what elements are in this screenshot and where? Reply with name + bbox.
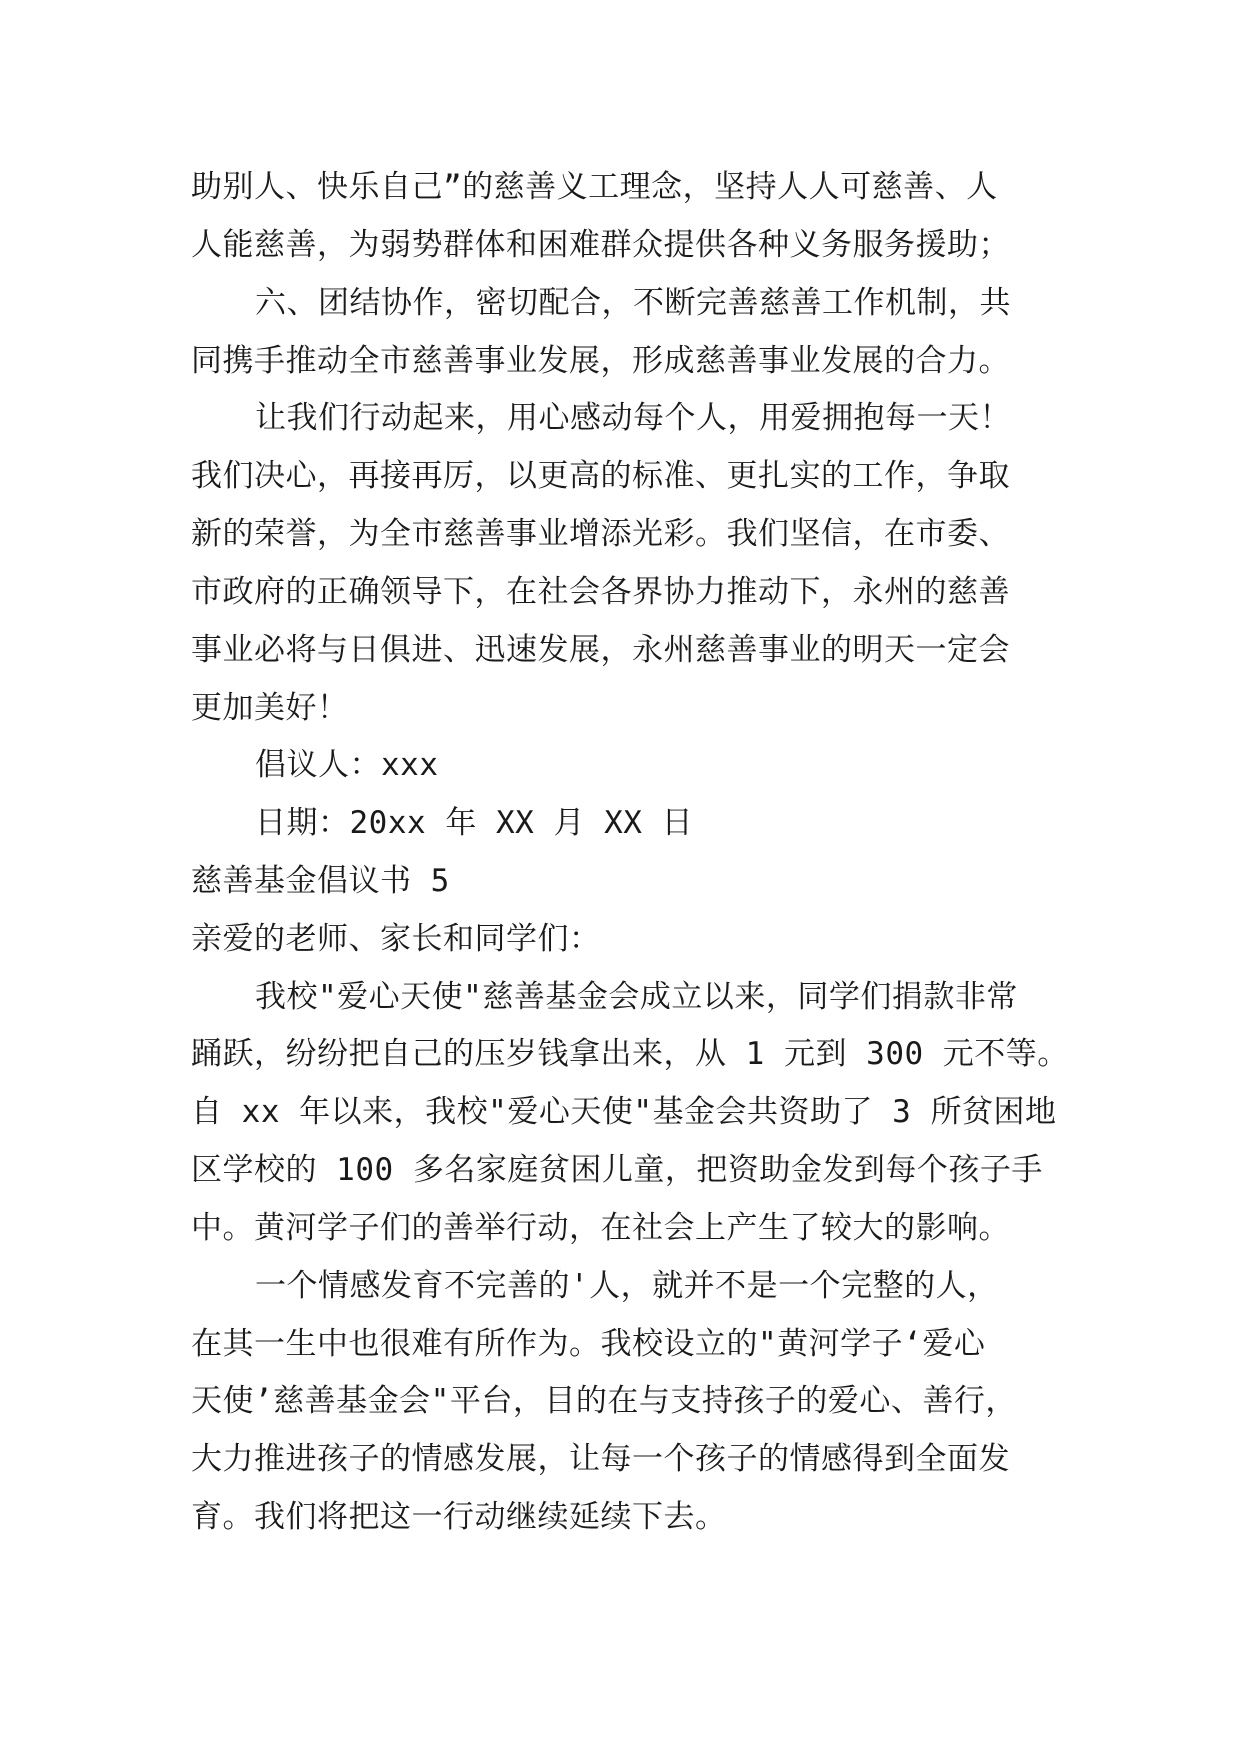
text-line: 大力推进孩子的情感发展，让每一个孩子的情感得到全面发	[191, 1441, 1010, 1477]
text-line: 天使’慈善基金会"平台，目的在与支持孩子的爱心、善行，	[191, 1383, 1017, 1419]
text-line: 助别人、快乐自己”的慈善义工理念，坚持人人可慈善、人	[191, 169, 998, 205]
text-line: 自 xx 年以来，我校"爱心天使"基金会共资助了 3 所贫困地	[191, 1094, 1057, 1130]
text-line: 市政府的正确领导下，在社会各界协力推动下，永州的慈善	[191, 574, 1010, 610]
text-line: 踊跃，纷纷把自己的压岁钱拿出来，从 1 元到 300 元不等。	[191, 1036, 1069, 1072]
section-title: 慈善基金倡议书 5	[191, 863, 450, 899]
text-line: 我校"爱心天使"慈善基金会成立以来，同学们捐款非常	[255, 979, 1018, 1015]
text-line: 在其一生中也很难有所作为。我校设立的"黄河学子‘爱心	[191, 1326, 986, 1362]
text-line: 让我们行动起来，用心感动每个人，用爱拥抱每一天！	[255, 400, 1011, 436]
text-line: 我们决心，再接再厉，以更高的标准、更扎实的工作，争取	[191, 458, 1010, 494]
text-line: 事业必将与日俱进、迅速发展，永州慈善事业的明天一定会	[191, 632, 1010, 668]
text-line: 新的荣誉，为全市慈善事业增添光彩。我们坚信，在市委、	[191, 516, 1010, 552]
text-line: 中。黄河学子们的善举行动，在社会上产生了较大的影响。	[191, 1210, 1010, 1246]
text-line: 育。我们将把这一行动继续延续下去。	[191, 1499, 727, 1535]
text-line: 同携手推动全市慈善事业发展，形成慈善事业发展的合力。	[191, 343, 1010, 379]
text-line: 六、团结协作，密切配合，不断完善慈善工作机制，共	[255, 285, 1011, 321]
signatory-line: 倡议人：xxx	[255, 747, 439, 783]
text-line: 一个情感发育不完善的'人，就并不是一个完整的人，	[255, 1268, 999, 1304]
date-line: 日期：20xx 年 XX 月 XX 日	[255, 805, 694, 841]
text-line: 人能慈善，为弱势群体和困难群众提供各种义务服务援助；	[191, 227, 1010, 263]
salutation: 亲爱的老师、家长和同学们：	[191, 921, 601, 957]
text-line: 区学校的 100 多名家庭贫困儿童，把资助金发到每个孩子手	[191, 1152, 1043, 1188]
text-line: 更加美好！	[191, 690, 349, 726]
